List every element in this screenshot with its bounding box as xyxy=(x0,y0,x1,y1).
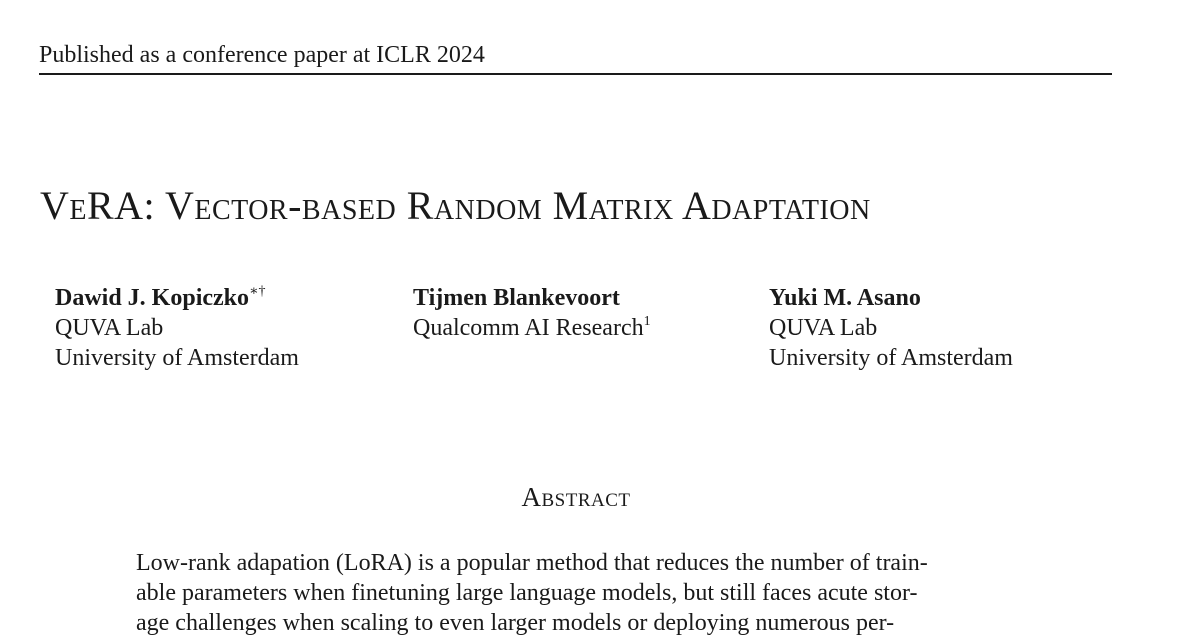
abstract-body xyxy=(136,548,1006,638)
abstract-line: age challenges when scaling to even larger models or deploying numerous per- xyxy=(136,610,895,636)
author-name: Yuki M. Asano xyxy=(769,285,921,311)
author-block-asano xyxy=(769,283,1013,373)
paper-title: VeRA: Vector-based Random Matrix Adaptation xyxy=(40,183,871,228)
running-header: Published as a conference paper at ICLR 2024 xyxy=(39,42,485,68)
abstract-line: able parameters when finetuning large language models, but still faces acute stor- xyxy=(136,580,918,606)
author-footnote-marks: ∗† xyxy=(249,284,266,299)
header-rule xyxy=(39,73,1112,75)
author-name: Tijmen Blankevoort xyxy=(413,285,620,311)
author-affiliation: University of Amsterdam xyxy=(769,345,1013,371)
author-affiliation: University of Amsterdam xyxy=(55,345,299,371)
author-block-kopiczko xyxy=(55,283,299,373)
author-name: Dawid J. Kopiczko∗† xyxy=(55,284,266,311)
author-affiliation: QUVA Lab xyxy=(769,315,878,341)
affiliation-footnote-mark: 1 xyxy=(643,314,651,329)
author-affiliation: QUVA Lab xyxy=(55,315,164,341)
author-affiliation: Qualcomm AI Research$^1$ xyxy=(413,314,651,341)
abstract-line: Low-rank adapation (LoRA) is a popular method that reduces the number of train- xyxy=(136,550,928,576)
author-block-blankevoort xyxy=(413,283,651,343)
abstract-heading: Abstract xyxy=(521,482,631,512)
